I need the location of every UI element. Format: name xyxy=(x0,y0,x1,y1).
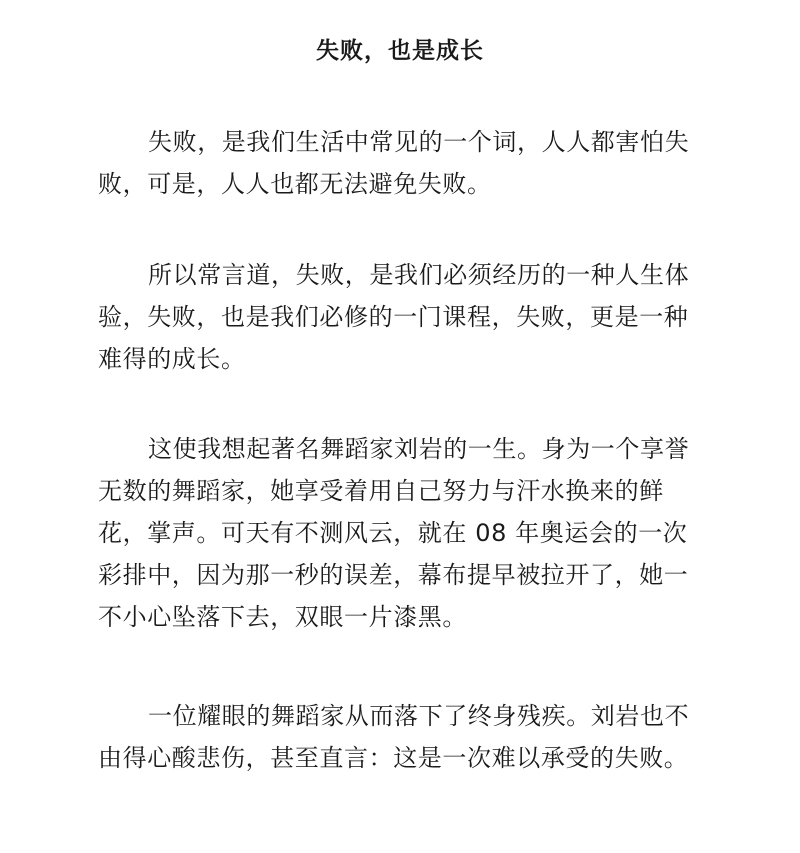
paragraph-1: 失败，是我们生活中常见的一个词，人人都害怕失败，可是，人人也都无法避免失败。 xyxy=(98,128,690,198)
paragraph-3: 这使我想起著名舞蹈家刘岩的一生。身为一个享誉无数的舞蹈家，她享受着用自己努力与汗水换来的鲜花，掌声。可天有不测风云，就在 08 年奥运会的一次彩排中，因为那一秒的误差，幕布提早被拉开了，她一不小心坠落下去，双眼一片漆黑。 xyxy=(98,435,690,631)
paragraph-2: 所以常言道，失败，是我们必须经历的一种人生体验，失败，也是我们必修的一门课程，失败，更是一种难得的成长。 xyxy=(98,261,690,373)
paragraph-4: 一位耀眼的舞蹈家从而落下了终身残疾。刘岩也不由得心酸悲伤，甚至直言：这是一次难以承受的失败。 xyxy=(98,702,690,772)
article-title: 失败，也是成长 xyxy=(316,38,484,64)
